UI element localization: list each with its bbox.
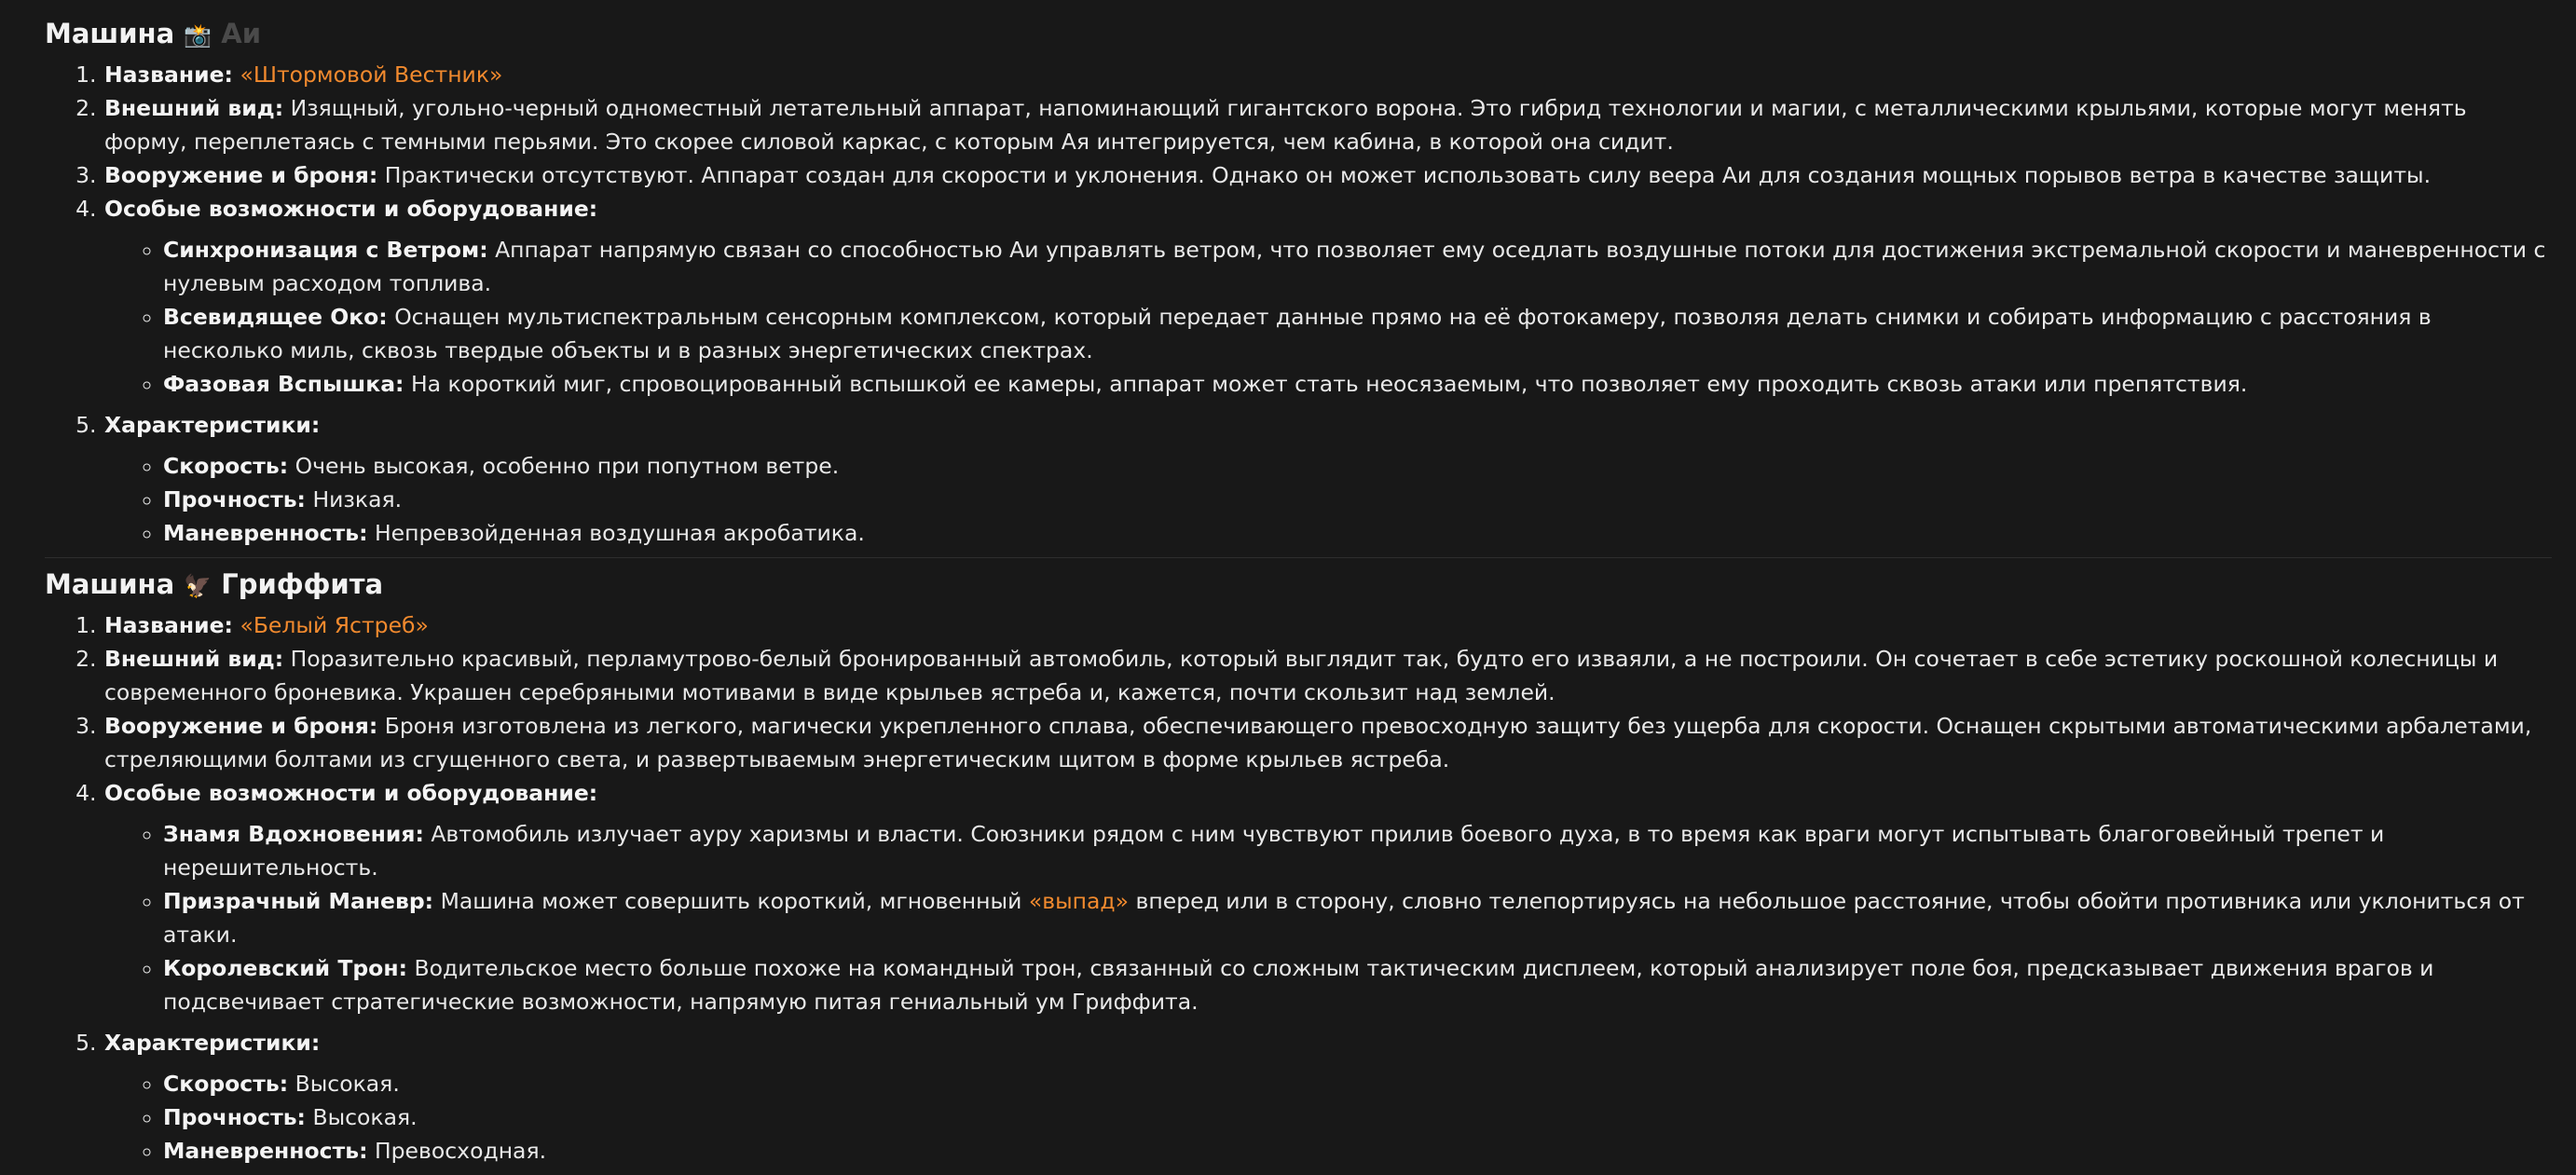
ability-text: Оснащен мультиспектральным сенсорным комплексом, который передает данные прямо на её фотокамеру, позволяя делать снимки и собирать информацию с расстояния в несколько миль, сквозь твердые объекты и в разных энергетических спектрах.: [163, 304, 2432, 363]
property-text: Изящный, угольно-черный одноместный летательный аппарат, напоминающий гигантского ворона. Это гибрид технологии и магии, с металлическими крыльями, которые могут менять форму, переплетаясь с темными перьями. Это скорее силовой каркас, с которым Ая интегрируется, чем кабина, в которой она сидит.: [104, 95, 2467, 155]
abilities-list: [104, 817, 2552, 1018]
stat-value: Низкая.: [312, 486, 403, 512]
chat-message-content: [45, 13, 2552, 1175]
stat-value: Высокая.: [312, 1104, 418, 1130]
stat-item: [163, 483, 2552, 516]
stat-label: Прочность:: [163, 1104, 306, 1130]
property-text: Поразительно красивый, перламутрово-белый бронированный автомобиль, который выглядит так, будто его изваяли, а не построили. Он сочетает в себе эстетику роскошной колесницы и современного броневика. Украшен серебряными мотивами в виде крыльев ястреба и, кажется, почти скользит над землей.: [104, 646, 2499, 705]
property-name: [103, 608, 2552, 642]
stat-label: Скорость:: [163, 453, 289, 479]
ability-text: На короткий миг, спровоцированный вспышкой ее камеры, аппарат может стать неосязаемым, что позволяет ему проходить сквозь атаки или препятствия.: [410, 371, 2248, 397]
property-abilities: [103, 776, 2552, 1018]
property-text: Практически отсутствуют. Аппарат создан для скорости и уклонения. Однако он может использовать силу веера Аи для создания мощных порывов ветра в качестве защиты.: [384, 162, 2432, 188]
machine-properties-list: [45, 58, 2552, 550]
ability-item: [163, 233, 2552, 300]
property-armor: [103, 709, 2552, 776]
machine-heading: [45, 13, 2552, 56]
property-label: Внешний вид:: [104, 95, 284, 121]
property-appearance: [103, 91, 2552, 158]
eagle-icon: 🦅: [184, 573, 212, 599]
property-label: Особые возможности и оборудование:: [104, 780, 598, 806]
stat-item: [163, 449, 2552, 483]
machine-heading: [45, 564, 2552, 607]
stat-value: Высокая.: [295, 1071, 400, 1097]
ability-item: [163, 884, 2552, 951]
stat-value: Превосходная.: [374, 1138, 547, 1164]
stats-list: [104, 449, 2552, 550]
ability-item: [163, 951, 2552, 1018]
abilities-list: [104, 233, 2552, 401]
heading-prefix: Машина: [45, 568, 175, 600]
camera-icon: 📸: [184, 22, 212, 48]
machine-section-griffith: [45, 564, 2552, 1168]
machine-name-value: «Белый Ястреб»: [240, 612, 429, 638]
machine-properties-list: [45, 608, 2552, 1168]
heading-owner: Аи: [221, 18, 262, 49]
property-label: Название:: [104, 61, 233, 88]
property-appearance: [103, 642, 2552, 709]
property-label: Вооружение и броня:: [104, 713, 378, 739]
ability-label: Королевский Трон:: [163, 955, 407, 981]
stat-value: Очень высокая, особенно при попутном ветре.: [295, 453, 840, 479]
machine-name-value: «Штормовой Вестник»: [240, 61, 503, 88]
property-label: Название:: [104, 612, 233, 638]
property-armor: [103, 158, 2552, 192]
ability-text: Аппарат напрямую связан со способностью Аи управлять ветром, что позволяет ему оседлать воздушные потоки для достижения экстремальной скорости и маневренности с нулевым расходом топлива.: [163, 237, 2546, 296]
heading-owner: Гриффита: [221, 568, 384, 600]
ability-label: Призрачный Маневр:: [163, 888, 434, 914]
property-label: Характеристики:: [104, 412, 321, 438]
ability-item: [163, 300, 2552, 367]
property-name: [103, 58, 2552, 91]
property-stats: [103, 408, 2552, 550]
ability-highlight: «выпад»: [1028, 888, 1130, 914]
property-label: Вооружение и броня:: [104, 162, 378, 188]
property-text: Броня изготовлена из легкого, магически укрепленного сплава, обеспечивающего превосходную защиту без ущерба для скорости. Оснащен скрытыми автоматическими арбалетами, стреляющими болтами из сгущенного света, и развертываемым энергетическим щитом в форме крыльев ястреба.: [104, 713, 2532, 772]
stat-item: [163, 1067, 2552, 1100]
ability-text: Автомобиль излучает ауру харизмы и власти. Союзники рядом с ним чувствуют прилив боевого духа, в то время как враги могут испытывать благоговейный трепет и нерешительность.: [163, 821, 2385, 881]
section-divider: [45, 557, 2552, 558]
stat-label: Маневренность:: [163, 520, 368, 546]
ability-label: Всевидящее Око:: [163, 304, 388, 330]
ability-item: [163, 367, 2552, 401]
stat-label: Маневренность:: [163, 1138, 368, 1164]
stat-label: Скорость:: [163, 1071, 289, 1097]
ability-text: Машина может совершить короткий, мгновенный: [440, 888, 1022, 914]
machine-section-ai: [45, 13, 2552, 550]
property-abilities: [103, 192, 2552, 401]
ability-label: Знамя Вдохновения:: [163, 821, 424, 847]
stat-item: [163, 1100, 2552, 1134]
stat-item: [163, 516, 2552, 550]
ability-text: вперед или в сторону, словно телепортируясь на небольшое расстояние, чтобы обойти противника или уклониться от атаки.: [163, 888, 2525, 948]
ability-label: Фазовая Вспышка:: [163, 371, 404, 397]
ability-text: Водительское место больше похоже на командный трон, связанный со сложным тактическим дисплеем, который анализирует поле боя, предсказывает движения врагов и подсвечивает стратегические возможности, напрямую питая гениальный ум Гриффита.: [163, 955, 2434, 1015]
property-label: Внешний вид:: [104, 646, 284, 672]
stats-list: [104, 1067, 2552, 1168]
ability-item: [163, 817, 2552, 884]
stat-item: [163, 1134, 2552, 1168]
heading-prefix: Машина: [45, 18, 175, 49]
property-label: Особые возможности и оборудование:: [104, 196, 598, 222]
ability-label: Синхронизация с Ветром:: [163, 237, 488, 263]
stat-value: Непревзойденная воздушная акробатика.: [374, 520, 865, 546]
stat-label: Прочность:: [163, 486, 306, 512]
property-label: Характеристики:: [104, 1030, 321, 1056]
property-stats: [103, 1026, 2552, 1168]
